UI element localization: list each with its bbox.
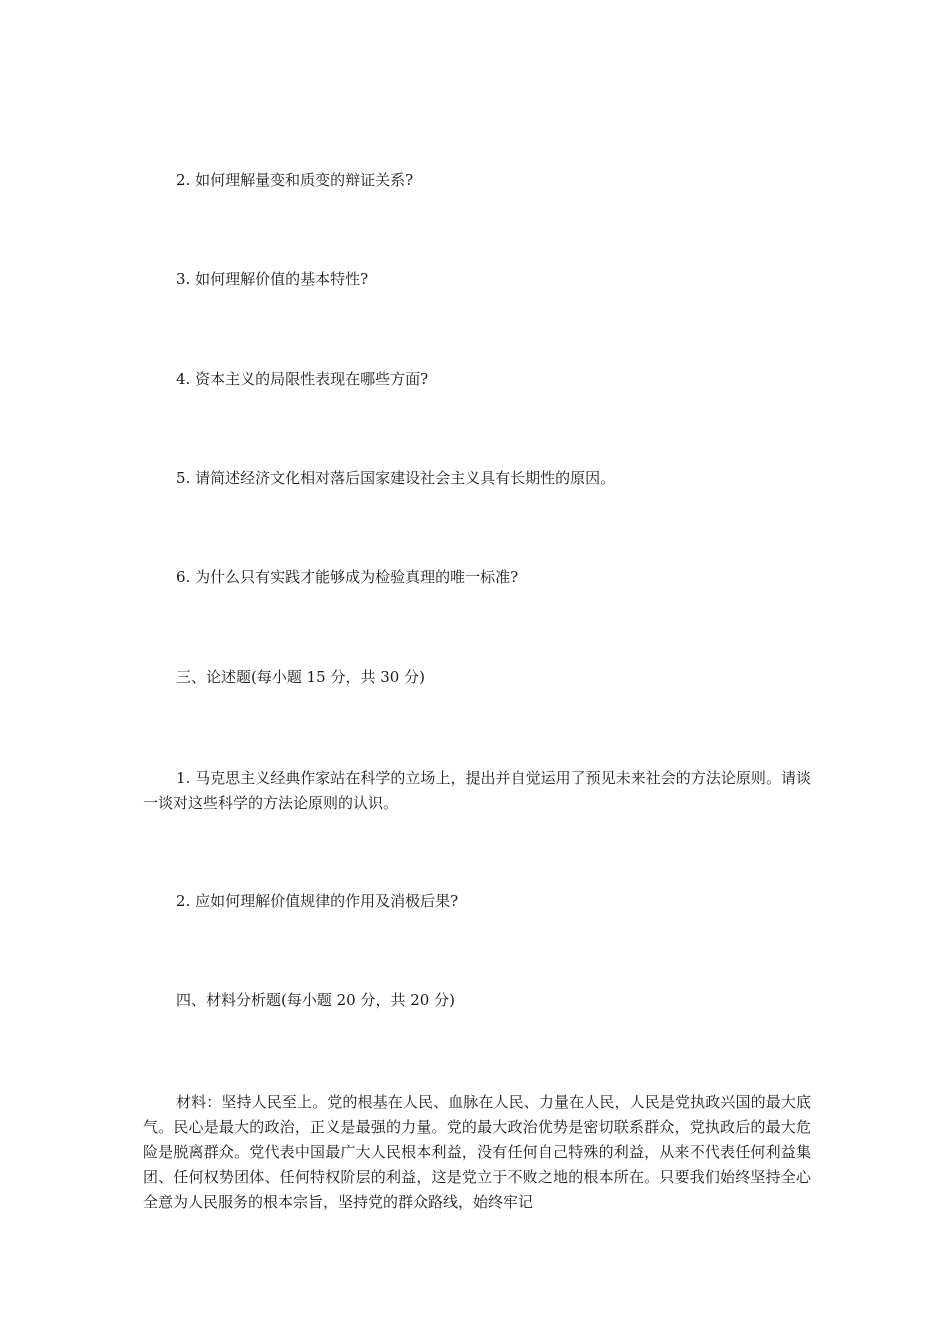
short-answer-question-4: 4. 资本主义的局限性表现在哪些方面? [176, 370, 429, 388]
essay-question-2: 2. 应如何理解价值规律的作用及消极后果? [176, 892, 459, 910]
material-text: 材料：坚持人民至上。党的根基在人民、血脉在人民、力量在人民，人民是党执政兴国的最大底气。民心是最大的政治，正义是最强的力量。党的最大政治优势是密切联系群众，党执政后的最大危险是脱离群众。党代表中国最广大人民根本利益，没有任何自己特殊的利益，从来不代表任何利益集团、任何权势团体、任何特权阶层的利益，这是党立于不败之地的根本所在。只要我们始终坚持全心全意为人民服务的根本宗旨，坚持党的群众路线，始终牢记 [143, 1093, 811, 1211]
short-answer-question-5: 5. 请简述经济文化相对落后国家建设社会主义具有长期性的原因。 [176, 469, 616, 487]
essay-question-1: 1. 马克思主义经典作家站在科学的立场上，提出并自觉运用了预见未来社会的方法论原则。请谈一谈对这些科学的方法论原则的认识。 [143, 769, 811, 812]
short-answer-question-2: 2. 如何理解量变和质变的辩证关系? [176, 171, 414, 189]
short-answer-question-6: 6. 为什么只有实践才能够成为检验真理的唯一标准? [176, 568, 519, 586]
essay-section-heading: 三、论述题(每小题 15 分，共 30 分) [176, 668, 425, 686]
short-answer-question-3: 3. 如何理解价值的基本特性? [176, 270, 369, 288]
material-section-heading: 四、材料分析题(每小题 20 分，共 20 分) [176, 991, 455, 1009]
